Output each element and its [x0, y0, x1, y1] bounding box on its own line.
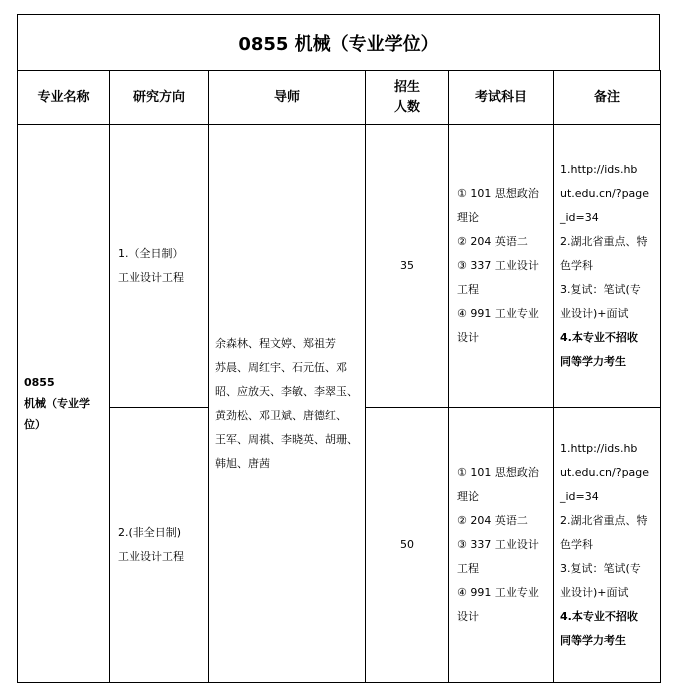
- direction-cell: [110, 408, 209, 683]
- header-enroll-line2: 人数: [393, 99, 420, 115]
- note-line: _id=34: [560, 211, 599, 224]
- direction-line2: 工业设计工程: [118, 271, 184, 284]
- exam-line: 工程: [457, 283, 479, 296]
- exam-line: 理论: [457, 490, 479, 503]
- enroll-cell: 35: [366, 125, 449, 408]
- admission-table-document: [17, 14, 660, 683]
- direction-line1: 1.（全日制）: [118, 247, 184, 260]
- exam-line: ④ 991 工业专业: [457, 586, 539, 599]
- exams-cell: [449, 125, 554, 408]
- exam-line: ③ 337 工业设计: [457, 259, 539, 272]
- note-bold-line: 同等学力考生: [560, 355, 626, 368]
- direction-line1: 2.(非全日制): [118, 526, 182, 539]
- exam-line: ② 204 英语二: [457, 514, 528, 527]
- tutor-line: 苏晨、周红宇、石元伍、邓: [215, 360, 347, 374]
- major-name-line1: 机械（专业学: [24, 397, 90, 410]
- header-enroll-line1: 招生: [393, 79, 420, 95]
- note-line: ut.edu.cn/?page: [560, 466, 650, 479]
- tutor-line: 韩旭、唐茜: [215, 456, 270, 470]
- note-line: 业设计)+面试: [560, 586, 629, 599]
- header-major: 专业名称: [18, 71, 110, 125]
- exam-line: ③ 337 工业设计: [457, 538, 539, 551]
- note-line: 色学科: [560, 259, 593, 272]
- note-line: _id=34: [560, 490, 599, 503]
- major-cell: [18, 125, 110, 683]
- note-bold-line: 4.本专业不招收: [560, 331, 638, 344]
- tutor-line: 余森林、程文婷、郑祖芳: [215, 336, 336, 350]
- header-direction: 研究方向: [110, 71, 209, 125]
- note-line: 3.复试：笔试(专: [560, 283, 641, 296]
- note-line: 1.http://ids.hb: [560, 442, 638, 455]
- note-line: 3.复试：笔试(专: [560, 562, 641, 575]
- note-line: 2.湖北省重点、特: [560, 514, 648, 527]
- table-title: 0855 机械（专业学位）: [17, 14, 660, 70]
- exam-line: ② 204 英语二: [457, 235, 528, 248]
- major-code: 0855: [24, 376, 55, 389]
- tutor-line: 昭、应放天、李敏、李翠玉、: [215, 384, 358, 398]
- admission-table: [17, 70, 661, 683]
- note-line: ut.edu.cn/?page: [560, 187, 650, 200]
- note-bold-line: 4.本专业不招收: [560, 610, 638, 623]
- exam-line: ④ 991 工业专业: [457, 307, 539, 320]
- direction-line2: 工业设计工程: [118, 550, 184, 563]
- enroll-cell: 50: [366, 408, 449, 683]
- header-notes: 备注: [554, 71, 661, 125]
- header-enroll: [366, 71, 449, 125]
- exams-cell: [449, 408, 554, 683]
- note-line: 2.湖北省重点、特: [560, 235, 648, 248]
- exam-line: 工程: [457, 562, 479, 575]
- major-name-line2: 位）: [24, 418, 46, 431]
- tutors-cell: [209, 125, 366, 683]
- notes-cell: [554, 125, 661, 408]
- table-row: [18, 125, 661, 408]
- note-bold-line: 同等学力考生: [560, 634, 626, 647]
- header-tutors: 导师: [209, 71, 366, 125]
- tutor-line: 黄劲松、邓卫斌、唐德红、: [215, 408, 347, 422]
- direction-cell: [110, 125, 209, 408]
- tutor-line: 王军、周祺、李晓英、胡珊、: [215, 432, 358, 446]
- exam-line: ① 101 思想政治: [457, 466, 539, 479]
- exam-line: ① 101 思想政治: [457, 187, 539, 200]
- note-line: 色学科: [560, 538, 593, 551]
- header-exams: 考试科目: [449, 71, 554, 125]
- note-line: 1.http://ids.hb: [560, 163, 638, 176]
- note-line: 业设计)+面试: [560, 307, 629, 320]
- exam-line: 设计: [457, 610, 479, 623]
- exam-line: 理论: [457, 211, 479, 224]
- notes-cell: [554, 408, 661, 683]
- exam-line: 设计: [457, 331, 479, 344]
- header-row: [18, 71, 661, 125]
